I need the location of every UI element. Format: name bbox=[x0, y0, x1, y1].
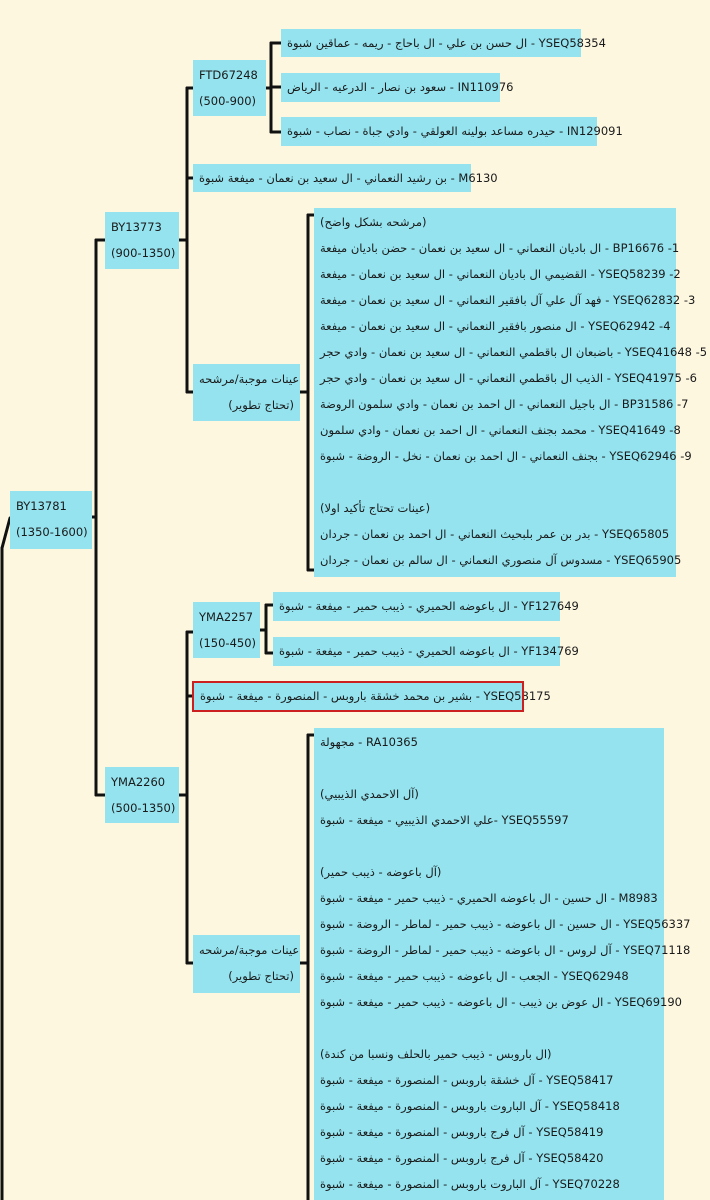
node-yma2257[interactable] bbox=[193, 602, 260, 658]
list-item: آل الباروت باروبس - المنصورة - ميفعة - شبوة - YSEQ70228 bbox=[320, 1177, 620, 1191]
sample-yf127649[interactable] bbox=[273, 592, 579, 621]
positive-candidates-box-1[interactable] bbox=[193, 364, 300, 421]
blank-line bbox=[314, 469, 676, 495]
connector bbox=[2, 518, 10, 548]
list-item: باضبعان ال باقطمي النعماني - ال سعيد بن نعمان - وادي حجر - YSEQ41648 -5 bbox=[320, 345, 708, 359]
node-by13781[interactable] bbox=[10, 491, 92, 549]
sample-label: بن رشيد النعماني - ال سعيد بن نعمان - ميفعة شبوة - M6130 bbox=[199, 171, 498, 185]
candidate-list-1 bbox=[314, 208, 708, 577]
list-item: ال منصور بافقير النعماني - ال سعيد بن نعمان - ميفعة - YSEQ62942 -4 bbox=[320, 319, 671, 333]
list-item: (آل باعوضه - ذيبب حمير) bbox=[320, 865, 442, 879]
needs-development-label: (تحتاج تطوير) bbox=[228, 969, 294, 983]
blank-line bbox=[314, 755, 664, 781]
list-item: ال باديان النعماني - ال سعيد بن نعمان - حضن باديان ميفعة - BP16676 -1 bbox=[320, 241, 680, 255]
sample-label: سعود بن نصار - الدرعيه - الرياض - IN110976 bbox=[287, 80, 514, 94]
list-item: آل الباروت باروبس - المنصورة - ميفعة - شبوة - YSEQ58418 bbox=[320, 1099, 620, 1113]
list-item: ال عوض بن ذيبب - ال باعوضه - ذيبب حمير - ميفعة - شبوة - YSEQ69190 bbox=[320, 995, 682, 1009]
list-item: محمد بجنف النعماني - ال احمد بن نعمان - وادي سلمون - YSEQ41649 -8 bbox=[320, 423, 681, 437]
list-item: (مرشحه بشكل واضح) bbox=[320, 215, 427, 229]
node-dates: (500-900) bbox=[199, 94, 257, 108]
list-item: مجهولة - RA10365 bbox=[320, 735, 418, 749]
list-item: علي الاحمدي الذيبيي - ميفعة - شبوة- YSEQ55597 bbox=[320, 813, 569, 827]
list-item: ال حسين - ال باعوضه الحميري - ذيبب حمير - ميفعة - شبوة - M8983 bbox=[320, 891, 658, 905]
node-dates: (1350-1600) bbox=[16, 525, 88, 539]
node-by13773[interactable] bbox=[105, 212, 179, 269]
list-item: الجعب - ال باعوضه - ذيبب حمير - ميفعة - شبوة - YSEQ62948 bbox=[320, 969, 629, 983]
positive-label: عينات موجبة/مرشحه bbox=[199, 943, 300, 957]
node-id: YMA2257 bbox=[199, 610, 254, 624]
list-item: آل خشقة باروبس - المنصورة - ميفعة - شبوة - YSEQ58417 bbox=[320, 1073, 614, 1087]
list-item: (آل الاحمدي الذيبيي) bbox=[320, 787, 419, 801]
list-item: مسدوس آل منصوري النعماني - ال سالم بن نعمان - جردان - YSEQ65905 bbox=[320, 553, 682, 567]
node-ftd67248[interactable] bbox=[193, 60, 266, 116]
list-item: (ال باروبس - ذيبب حمير بالحلف ونسبا من كندة) bbox=[320, 1047, 552, 1061]
list-item: فهد آل علي آل بافقير النعماني - ال سعيد بن نعمان - ميفعة - YSEQ62832 -3 bbox=[320, 293, 696, 307]
sample-yf134769[interactable] bbox=[273, 637, 579, 666]
list-item: بدر بن عمر بلبحيث النعماني - ال احمد بن نعمان - جردان - YSEQ65805 bbox=[320, 527, 670, 541]
node-yma2260[interactable] bbox=[105, 767, 179, 823]
node-id: BY13773 bbox=[111, 220, 162, 234]
sample-m6130[interactable] bbox=[193, 164, 498, 192]
sample-ftd-3[interactable] bbox=[281, 117, 623, 146]
positive-label: عينات موجبة/مرشحه bbox=[199, 372, 300, 386]
node-dates: (150-450) bbox=[199, 636, 257, 650]
sample-ftd-2[interactable] bbox=[281, 73, 514, 102]
sample-label: ال حسن بن علي - ال باحاج - ريمه - عماقين شبوة - YSEQ58354 bbox=[287, 36, 606, 50]
sample-ftd-1[interactable] bbox=[281, 29, 606, 57]
list-item: بجنف النعماني - ال احمد بن نعمان - نخل - الروضة - شبوة - YSEQ62946 -9 bbox=[320, 449, 692, 463]
node-dates: (900-1350) bbox=[111, 246, 176, 260]
sample-label: حيدره مساعد بولينه العولقي - وادي جباة - نصاب - شبوة - IN129091 bbox=[287, 124, 623, 138]
list-item: (عينات تحتاج تأكيد اولا) bbox=[320, 501, 431, 515]
list-item: آل فرج باروبس - المنصورة - ميفعة - شبوة - YSEQ58419 bbox=[320, 1125, 604, 1139]
list-item: آل فرج باروبس - المنصورة - ميفعة - شبوة - YSEQ58420 bbox=[320, 1151, 604, 1165]
sample-label: بشير بن محمد خشقة باروبس - المنصورة - ميفعة - شبوة - YSEQ58175 bbox=[200, 689, 551, 703]
blank-line bbox=[314, 833, 664, 859]
node-dates: (500-1350) bbox=[111, 801, 176, 815]
list-item: ال حسين - ال باعوضه - ذيبب حمير - لماطر - الروضة - شبوة - YSEQ56337 bbox=[320, 917, 691, 931]
needs-development-label: (تحتاج تطوير) bbox=[228, 398, 294, 412]
list-item: ال باجيل النعماني - ال احمد بن نعمان - وادي سلمون الروضة - BP31586 -7 bbox=[320, 397, 689, 411]
node-id: FTD67248 bbox=[199, 68, 258, 82]
sample-label: ال باعوضه الحميري - ذيبب حمير - ميفعة - شبوة - YF127649 bbox=[279, 599, 579, 613]
list-item: القضيمي ال باديان النعماني - ال سعيد بن نعمان - ميفعة - YSEQ58239 -2 bbox=[320, 267, 681, 281]
list-item: الذيب ال باقطمي النعماني - ال سعيد بن نعمان - وادي حجر - YSEQ41975 -6 bbox=[320, 371, 697, 385]
positive-candidates-box-2[interactable] bbox=[193, 935, 300, 993]
sample-yseq58175-highlighted[interactable] bbox=[194, 683, 551, 710]
list-item: آل لروس - ال باعوضه - ذيبب حمير - لماطر - الروضة - شبوة - YSEQ71118 bbox=[320, 943, 691, 957]
node-id: YMA2260 bbox=[111, 775, 166, 789]
node-id: BY13781 bbox=[16, 499, 67, 513]
sample-label: ال باعوضه الحميري - ذيبب حمير - ميفعة - شبوة - YF134769 bbox=[279, 644, 579, 658]
candidate-list-2 bbox=[314, 728, 691, 1200]
blank-line bbox=[314, 1015, 664, 1041]
